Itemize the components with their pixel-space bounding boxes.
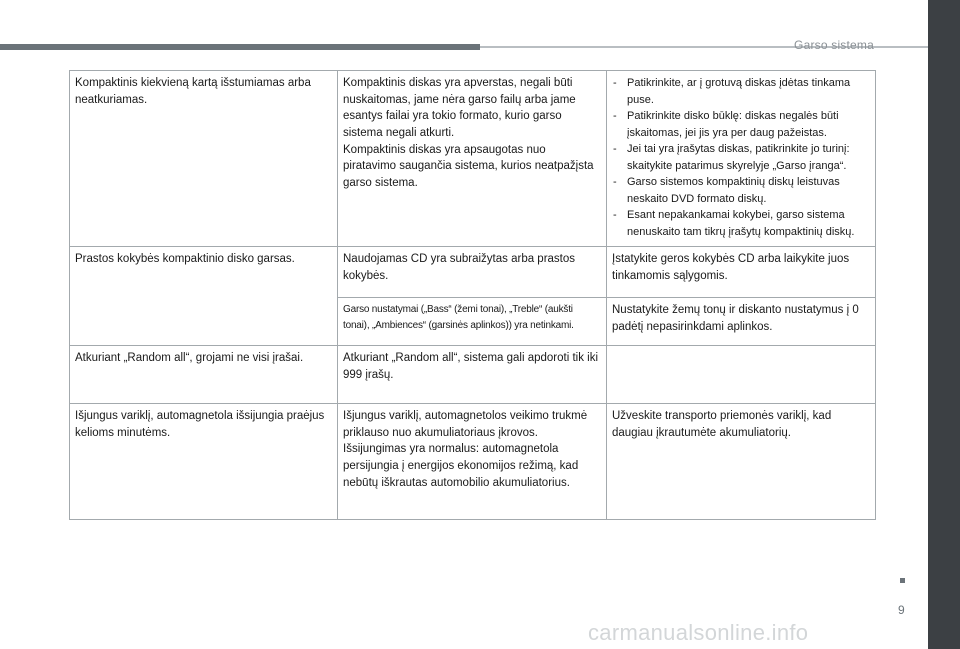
list-item: - Esant nepakankamai kokybei, garso sistema nenuskaito tam tikrų įrašytų kompaktinių diskų. bbox=[612, 207, 869, 240]
cause-cell: Atkuriant „Random all“, sistema gali apdoroti tik iki 999 įrašų. bbox=[338, 346, 607, 404]
solution-cell bbox=[607, 346, 876, 404]
table-row bbox=[70, 247, 876, 298]
page-marker bbox=[900, 578, 905, 583]
solution-list bbox=[612, 75, 869, 240]
problem-cell: Kompaktinis kiekvieną kartą išstumiamas arba neatkuriamas. bbox=[70, 71, 338, 247]
cause-cell bbox=[338, 71, 607, 247]
table-row bbox=[70, 71, 876, 247]
list-item: - Garso sistemos kompaktinių diskų leistuvas neskaito DVD formato diskų. bbox=[612, 174, 869, 207]
list-item: - Patikrinkite, ar į grotuvą diskas įdėtas tinkama puse. bbox=[612, 75, 869, 108]
watermark: carmanualsonline.info bbox=[588, 620, 809, 645]
header-bar bbox=[0, 44, 480, 50]
list-item: - Patikrinkite disko būklę: diskas negalės būti įskaitomas, jei jis yra per daug pažeistas. bbox=[612, 108, 869, 141]
list-item: - Jei tai yra įrašytas diskas, patikrinkite jo turinį: skaitykite patarimus skyrelyje „Garso įranga“. bbox=[612, 141, 869, 174]
cause-text: Kompaktinis diskas yra apsaugotas nuo piratavimo saugančia sistema, kurios neatpažįsta garso sistema. bbox=[343, 143, 594, 190]
cause-text: Kompaktinis diskas yra apverstas, negali būti nuskaitomas, jame nėra garso failų arba jame esantys failai yra tokio formato, kurio garso sistema negali atkurti. bbox=[343, 77, 576, 140]
problem-cell: Prastos kokybės kompaktinio disko garsas. bbox=[70, 247, 338, 346]
table-row bbox=[70, 404, 876, 520]
page-number: 9 bbox=[898, 603, 905, 617]
side-strip bbox=[928, 0, 960, 649]
solution-cell: Nustatykite žemų tonų ir diskanto nustatymus į 0 padėtį nepasirinkdami aplinkos. bbox=[607, 298, 876, 346]
table-row bbox=[70, 346, 876, 404]
cause-cell bbox=[338, 404, 607, 520]
solution-cell: Įstatykite geros kokybės CD arba laikykite juos tinkamomis sąlygomis. bbox=[607, 247, 876, 298]
problem-cell: Atkuriant „Random all“, grojami ne visi įrašai. bbox=[70, 346, 338, 404]
cause-cell: Naudojamas CD yra subraižytas arba prastos kokybės. bbox=[338, 247, 607, 298]
section-title: Garso sistema bbox=[794, 38, 874, 52]
solution-cell bbox=[607, 71, 876, 247]
solution-cell: Užveskite transporto priemonės variklį, kad daugiau įkrautumėte akumuliatorių. bbox=[607, 404, 876, 520]
cause-text: Išjungus variklį, automagnetolos veikimo trukmė priklauso nuo akumuliatoriaus įkrovos. bbox=[343, 410, 588, 439]
cause-cell: Garso nustatymai („Bass“ (žemi tonai), „Treble“ (aukšti tonai), „Ambiences“ (garsinės aplinkos)) yra netinkami. bbox=[338, 298, 607, 346]
troubleshooting-table bbox=[69, 70, 876, 520]
cause-text: Išsijungimas yra normalus: automagnetola persijungia į energijos ekonomijos režimą, kad nebūtų iškrautas automobilio akumuliatorius. bbox=[343, 443, 579, 489]
problem-cell: Išjungus variklį, automagnetola išsijungia praėjus kelioms minutėms. bbox=[70, 404, 338, 520]
